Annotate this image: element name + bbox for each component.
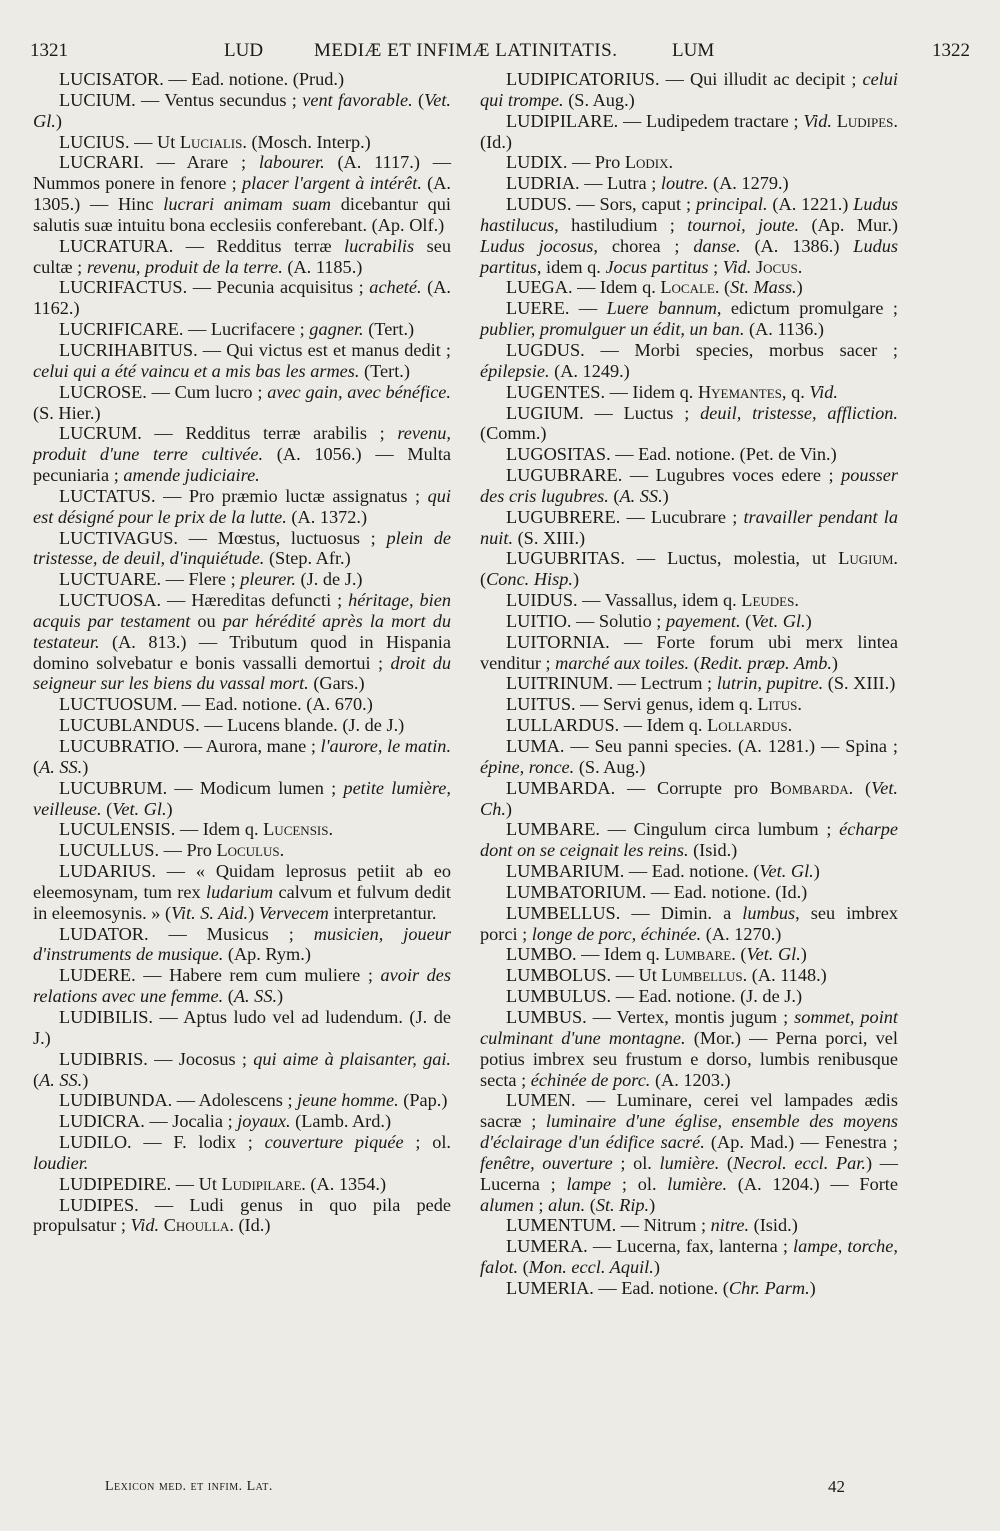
dictionary-entry: LUDIBUNDA. — Adolescens ; jeune homme. (Pap.) xyxy=(59,1090,448,1111)
dictionary-entry: LUITRINUM. — Lectrum ; lutrin, pupitre. (S. XIII.) xyxy=(506,673,896,694)
dictionary-entry: LUCRARI. — Arare ; labourer. (A. 1117.) — Nummos ponere in fenore ; placer l'argent à intérêt. (A. 1305.) — Hinc lucrari animam suam dicebantur qui salutis suæ intuitu bona ecclesiis conferebant. (Ap. Olf.) xyxy=(33,152,451,235)
dictionary-entry: LUGUBRERE. — Lucubrare ; travailler pendant la nuit. (S. XIII.) xyxy=(480,506,899,548)
dictionary-entry: LUEGA. — Idem q. Locale. (St. Mass.) xyxy=(506,277,803,298)
dictionary-entry: LUGDUS. — Morbi species, morbus sacer ; épilepsie. (A. 1249.) xyxy=(480,339,898,381)
dictionary-entry: LUMEN. — Luminare, cerei vel lampades ædis sacræ ; luminaire d'une église, ensemble des moyens d'éclairage d'un édifice sacré. (Ap. Mad.) — Fenestra ; fenêtre, ouverture ; ol. lumière. (Necrol. eccl. Par.) — Lucerna ; lampe ; ol. lumière. (A. 1204.) — Forte alumen ; alun. (St. Rip.) xyxy=(480,1090,899,1215)
dictionary-entry: LULLARDUS. — Idem q. Lollardus. xyxy=(506,715,793,736)
left-column xyxy=(33,69,451,1236)
dictionary-entry: LUCISATOR. — Ead. notione. (Prud.) xyxy=(59,69,345,89)
dictionary-entry: LUGENTES. — Iidem q. Hyemantes, q. Vid. xyxy=(506,381,838,402)
dictionary-entry: LUMBOLUS. — Ut Lumbellus. (A. 1148.) xyxy=(506,965,827,986)
dictionary-entry: LUCTUOSA. — Hæreditas defuncti ; héritage, bien acquis par testament ou par hérédité après la mort du testateur. (A. 813.) — Tributum quod in Hispania domino solvebatur e bonis vassalli demortui ; droit du seigneur sur les biens du vassal mort. (Gars.) xyxy=(33,590,451,694)
dictionary-entry: LUMBARIUM. — Ead. notione. (Vet. Gl.) xyxy=(506,861,820,882)
dictionary-entry: LUMBULUS. — Ead. notione. (J. de J.) xyxy=(506,986,803,1007)
dictionary-entry: LUDARIUS. — « Quidam leprosus petiit ab eo eleemosynam, tum rex ludarium calvum et fulvum dedit in eleemosynis. » (Vit. S. Aid.) Vervecem interpretantur. xyxy=(33,861,451,923)
dictionary-entry: LUERE. — Luere bannum, edictum promulgare ; publier, promulguer un édit, un ban. (A. 1136.) xyxy=(480,298,899,340)
dictionary-entry: LUMENTUM. — Nitrum ; nitre. (Isid.) xyxy=(506,1215,798,1236)
dictionary-entry: LUCRATURA. — Redditus terræ lucrabilis seu cultæ ; revenu, produit de la terre. (A. 1185.) xyxy=(33,235,451,277)
dictionary-entry: LUCRUM. — Redditus terræ arabilis ; revenu, produit d'une terre cultivée. (A. 1056.) — Multa pecuniaria ; amende judiciaire. xyxy=(33,423,452,486)
dictionary-entry: LUDIPEDIRE. — Ut Ludipilare. (A. 1354.) xyxy=(59,1173,387,1194)
dictionary-entry: LUMBARE. — Cingulum circa lumbum ; écharpe dont on se ceignait les reins. (Isid.) xyxy=(480,819,898,861)
dictionary-entry: LUCIUM. — Ventus secundus ; vent favorable. (Vet. Gl.) xyxy=(33,89,451,131)
dictionary-entry: LUMBO. — Idem q. Lumbare. (Vet. Gl.) xyxy=(506,944,807,965)
dictionary-entry: LUDICRA. — Jocalia ; joyaux. (Lamb. Ard.) xyxy=(59,1111,392,1132)
dictionary-entry: LUDIPES. — Ludi genus in quo pila pede propulsatur ; Vid. Choulla. (Id.) xyxy=(33,1194,451,1236)
dictionary-entry: LUCTUARE. — Flere ; pleurer. (J. de J.) xyxy=(59,569,363,590)
dictionary-entry: LUCUBLANDUS. — Lucens blande. (J. de J.) xyxy=(59,715,405,736)
dictionary-entry: LUMBARDA. — Corrupte pro Bombarda. (Vet. Ch.) xyxy=(480,777,898,819)
dictionary-entry: LUCROSE. — Cum lucro ; avec gain, avec bénéfice. (S. Hier.) xyxy=(33,381,451,423)
right-page-number: 1322 xyxy=(932,40,970,61)
dictionary-entry: LUCUBRUM. — Modicum lumen ; petite lumière, veilleuse. (Vet. Gl.) xyxy=(33,777,451,819)
dictionary-entry: LUMBELLUS. — Dimin. a lumbus, seu imbrex porci ; longe de porc, échinée. (A. 1270.) xyxy=(480,902,898,944)
dictionary-entry: LUDRIA. — Lutra ; loutre. (A. 1279.) xyxy=(506,173,789,194)
dictionary-entry: LUCRIFACTUS. — Pecunia acquisitus ; acheté. (A. 1162.) xyxy=(33,277,451,319)
dictionary-entry: LUDIBILIS. — Aptus ludo vel ad ludendum. (J. de J.) xyxy=(33,1006,451,1048)
dictionary-entry: LUCUBRATIO. — Aurora, mane ; l'aurore, le matin. (A. SS.) xyxy=(33,736,452,777)
footer-signature: Lexicon med. et infim. Lat. xyxy=(105,1479,273,1494)
dictionary-entry: LUGOSITAS. — Ead. notione. (Pet. de Vin.) xyxy=(506,444,837,465)
dictionary-entry: LUCTIVAGUS. — Mœstus, luctuosus ; plein de tristesse, de deuil, d'inquiétude. (Step. Afr.) xyxy=(33,527,451,569)
running-title: MEDIÆ ET INFIMÆ LATINITATIS. xyxy=(314,40,618,61)
dictionary-entry: LUMERA. — Lucerna, fax, lanterna ; lampe, torche, falot. (Mon. eccl. Aquil.) xyxy=(480,1236,898,1278)
dictionary-entry: LUCULLUS. — Pro Loculus. xyxy=(59,840,285,861)
dictionary-entry: LUITUS. — Servi genus, idem q. Litus. xyxy=(506,694,802,715)
dictionary-entry: LUGUBRARE. — Lugubres voces edere ; pousser des cris lugubres. (A. SS.) xyxy=(480,465,898,506)
right-column xyxy=(480,69,898,1299)
dictionary-entry: LUGUBRITAS. — Luctus, molestia, ut Lugium. (Conc. Hisp.) xyxy=(480,548,898,590)
dictionary-entry: LUCTATUS. — Pro præmio luctæ assignatus ; qui est désigné pour le prix de la lutte. (A. 1372.) xyxy=(33,485,451,527)
dictionary-entry: LUITIO. — Solutio ; payement. (Vet. Gl.) xyxy=(506,610,812,631)
dictionary-entry: LUCTUOSUM. — Ead. notione. (A. 670.) xyxy=(59,694,373,715)
dictionary-entry: LUDIPILARE. — Ludipedem tractare ; Vid. Ludipes. (Id.) xyxy=(480,110,898,152)
dictionary-entry: LUMBATORIUM. — Ead. notione. (Id.) xyxy=(506,881,808,902)
dictionary-entry: LUIDUS. — Vassallus, idem q. Leudes. xyxy=(506,590,799,611)
dictionary-entry: LUDATOR. — Musicus ; musicien, joueur d'instruments de musique. (Ap. Rym.) xyxy=(33,923,452,965)
dictionary-entry: LUDIX. — Pro Lodix. xyxy=(506,152,674,173)
dictionary-entry: LUMERIA. — Ead. notione. (Chr. Parm.) xyxy=(506,1277,816,1298)
dictionary-entry: LUDIPICATORIUS. — Qui illudit ac decipit ; celui qui trompe. (S. Aug.) xyxy=(480,69,898,110)
dictionary-entry: LUDUS. — Sors, caput ; principal. (A. 1221.) Ludus hastilucus, hastiludium ; tournoi, joute. (Ap. Mur.) Ludus jocosus, chorea ; danse. (A. 1386.) Ludus partitus, idem q. Jocus partitus ; Vid. Jocus. xyxy=(480,194,899,277)
dictionary-entry: LUCIUS. — Ut Lucialis. (Mosch. Interp.) xyxy=(59,131,371,152)
dictionary-entry: LUDERE. — Habere rem cum muliere ; avoir des relations avec une femme. (A. SS.) xyxy=(33,965,452,1007)
dictionary-entry: LUDIBRIS. — Jocosus ; qui aime à plaisanter, gai. (A. SS.) xyxy=(33,1048,451,1090)
left-page-number: 1321 xyxy=(30,40,68,61)
left-guide-word: LUD xyxy=(224,40,264,61)
dictionary-entry: LUMBUS. — Vertex, montis jugum ; sommet, point culminant d'une montagne. (Mor.) — Perna porci, vel potius imbrex seu frustum e dorso, lumbis renibusque secta ; échinée de porc. (A. 1203.) xyxy=(480,1006,899,1090)
dictionary-entry: LUCRIFICARE. — Lucrifacere ; gagner. (Tert.) xyxy=(59,319,415,340)
dictionary-entry: LUMA. — Seu panni species. (A. 1281.) — Spina ; épine, ronce. (S. Aug.) xyxy=(480,736,898,777)
dictionary-entry: LUCULENSIS. — Idem q. Lucensis. xyxy=(59,819,334,840)
footer-sheet-number: 42 xyxy=(828,1477,845,1496)
dictionary-entry: LUCRIHABITUS. — Qui victus est et manus dedit ; celui qui a été vaincu et a mis bas les armes. (Tert.) xyxy=(33,339,451,381)
dictionary-entry: LUGIUM. — Luctus ; deuil, tristesse, affliction. (Comm.) xyxy=(480,402,899,444)
dictionary-entry: LUDILO. — F. lodix ; couverture piquée ; ol. loudier. xyxy=(33,1132,451,1173)
right-guide-word: LUM xyxy=(672,40,715,61)
dictionary-entry: LUITORNIA. — Forte forum ubi merx lintea venditur ; marché aux toiles. (Redit. præp. Amb.) xyxy=(480,631,898,673)
running-head xyxy=(30,40,970,66)
